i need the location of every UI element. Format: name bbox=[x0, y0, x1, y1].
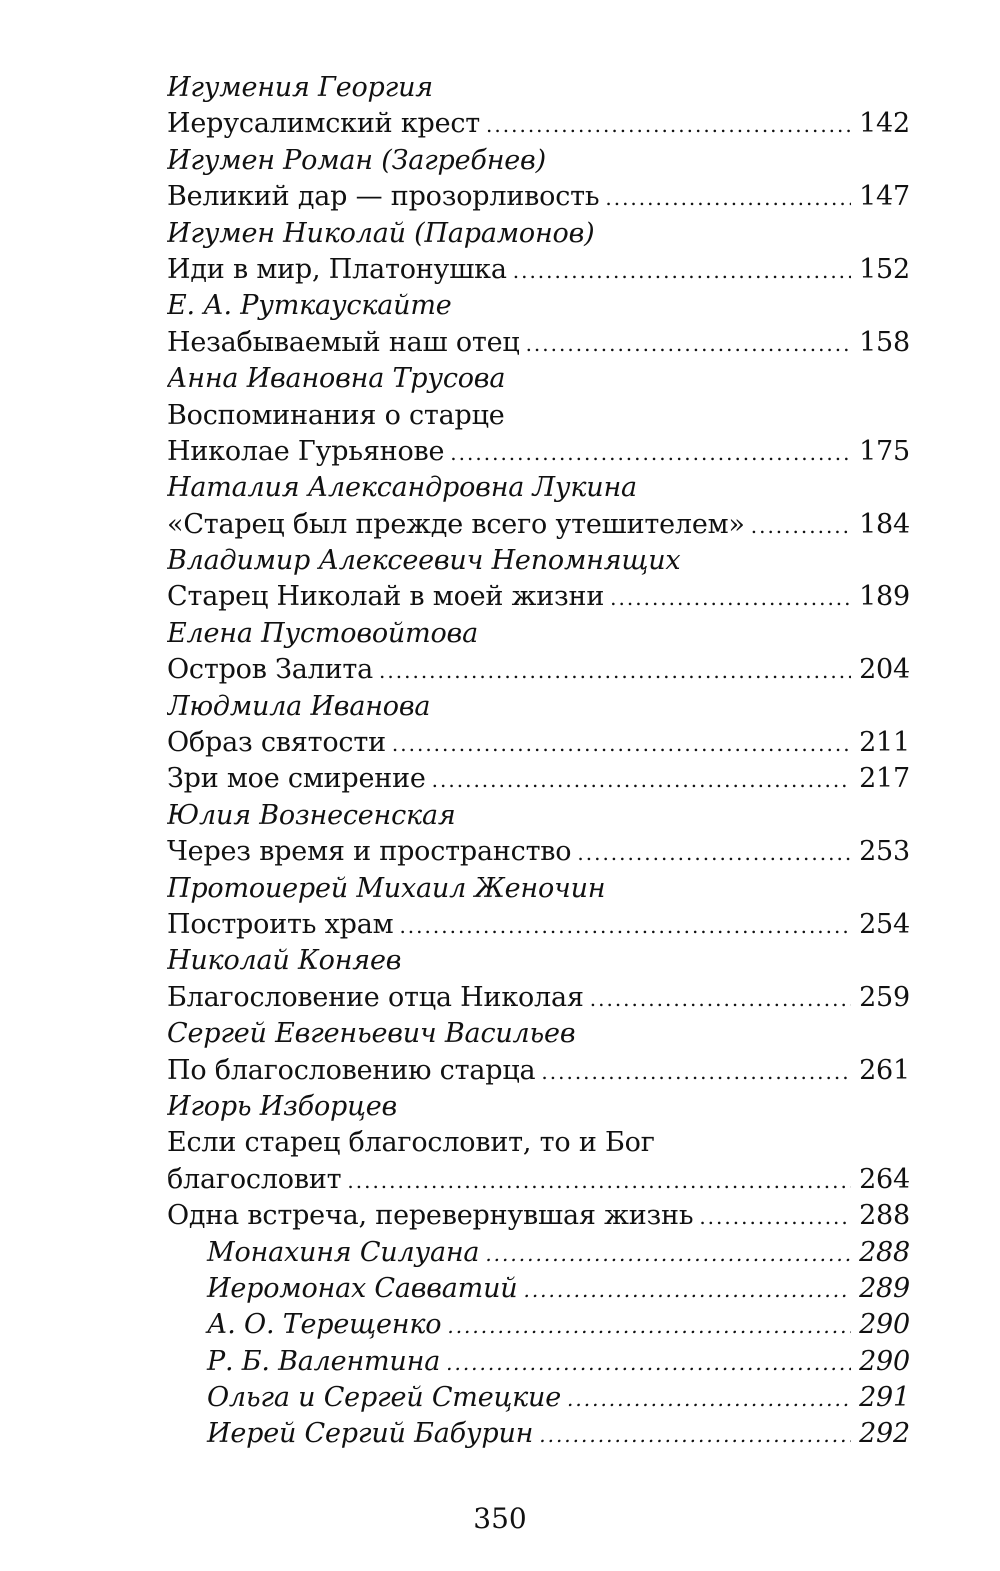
dot-leader bbox=[446, 1345, 851, 1380]
dot-leader bbox=[751, 508, 851, 543]
sub-entry-title: Монахиня Силуана bbox=[207, 1236, 480, 1268]
toc-entry bbox=[167, 325, 910, 361]
toc-entry bbox=[167, 761, 910, 797]
toc-entry bbox=[167, 907, 910, 943]
entry-title: Зри мое смирение bbox=[167, 763, 426, 795]
entry-title: Николае Гурьянове bbox=[167, 435, 445, 467]
toc-entry bbox=[167, 725, 910, 761]
sub-entry-page: 289 bbox=[859, 1272, 910, 1304]
dot-leader bbox=[399, 908, 851, 943]
entry-title: Благословение отца Николая bbox=[167, 981, 584, 1013]
entry-title: Незабываемый наш отец bbox=[167, 326, 520, 358]
dot-leader bbox=[539, 1417, 851, 1452]
dot-leader bbox=[610, 580, 851, 615]
dot-leader bbox=[567, 1381, 851, 1416]
toc-sub-entry bbox=[167, 1416, 910, 1452]
toc-entry bbox=[167, 252, 910, 288]
dot-leader bbox=[486, 107, 851, 142]
dot-leader bbox=[590, 981, 851, 1016]
toc-sub-entry bbox=[167, 1307, 910, 1343]
entry-page: 254 bbox=[859, 908, 910, 940]
sub-entry-title: Ольга и Сергей Стецкие bbox=[207, 1382, 562, 1414]
sub-entry-title: Иеромонах Савватий bbox=[207, 1272, 518, 1304]
entry-title: Старец Николай в моей жизни bbox=[167, 581, 605, 613]
entry-page: 253 bbox=[859, 836, 910, 868]
entry-page: 264 bbox=[859, 1163, 910, 1195]
dot-leader bbox=[541, 1054, 851, 1089]
author-name: Протоиерей Михаил Женочин bbox=[167, 872, 606, 904]
sub-entry-title: Иерей Сергий Бабурин bbox=[207, 1418, 534, 1450]
entry-title-line: Воспоминания о старце bbox=[167, 399, 505, 431]
toc-sub-entry bbox=[167, 1271, 910, 1307]
toc-sub-entry bbox=[167, 1380, 910, 1416]
sub-entry-title: Р. Б. Валентина bbox=[207, 1345, 441, 1377]
toc-entry bbox=[167, 1162, 910, 1198]
entry-title: Великий дар — прозорливость bbox=[167, 181, 600, 213]
entry-page: 217 bbox=[859, 763, 910, 795]
author-name: Игумен Роман (Загребнев) bbox=[167, 144, 546, 176]
sub-entry-page: 292 bbox=[859, 1418, 910, 1450]
entry-title: Через время и пространство bbox=[167, 836, 572, 868]
dot-leader bbox=[347, 1163, 851, 1198]
dot-leader bbox=[513, 253, 851, 288]
sub-entry-page: 291 bbox=[859, 1382, 910, 1414]
toc-entry bbox=[167, 106, 910, 142]
dot-leader bbox=[432, 762, 851, 797]
toc-sub-entry bbox=[167, 1235, 910, 1271]
toc-entry bbox=[167, 834, 910, 870]
author-name: Игумения Георгия bbox=[167, 72, 433, 103]
entry-page: 147 bbox=[859, 181, 910, 213]
sub-entry-title: А. О. Терещенко bbox=[207, 1309, 442, 1341]
entry-title: благословит bbox=[167, 1163, 342, 1195]
entry-title: Иерусалимский крест bbox=[167, 108, 481, 140]
entry-title: Иди в мир, Платонушка bbox=[167, 253, 507, 285]
author-name: Елена Пустовойтова bbox=[167, 617, 478, 649]
author-name: Николай Коняев bbox=[167, 945, 402, 977]
entry-page: 142 bbox=[859, 108, 910, 140]
author-name: Наталия Александровна Лукина bbox=[167, 472, 637, 504]
entry-page: 259 bbox=[859, 981, 910, 1013]
entry-page: 261 bbox=[859, 1054, 910, 1086]
page-number: 350 bbox=[473, 1502, 527, 1535]
entry-title: Одна встреча, перевернувшая жизнь bbox=[167, 1200, 694, 1232]
table-of-contents bbox=[167, 70, 910, 1453]
entry-page: 184 bbox=[859, 508, 910, 540]
entry-page: 189 bbox=[859, 581, 910, 613]
author-name: Игорь Изборцев bbox=[167, 1090, 398, 1122]
author-name: Людмила Иванова bbox=[167, 690, 431, 722]
author-name: Юлия Вознесенская bbox=[167, 799, 456, 831]
dot-leader bbox=[392, 726, 851, 761]
entry-title: Остров Залита bbox=[167, 654, 374, 686]
toc-entry bbox=[167, 179, 910, 215]
toc-entry bbox=[167, 579, 910, 615]
entry-page: 288 bbox=[859, 1200, 910, 1232]
dot-leader bbox=[526, 326, 852, 361]
entry-title: Образ святости bbox=[167, 727, 386, 759]
author-name: Анна Ивановна Трусова bbox=[167, 363, 506, 395]
dot-leader bbox=[447, 1308, 851, 1343]
dot-leader bbox=[523, 1272, 851, 1307]
entry-title-line: Если старец благословит, то и Бог bbox=[167, 1127, 655, 1159]
toc-entry bbox=[167, 1053, 910, 1089]
entry-title: «Старец был прежде всего утешителем» bbox=[167, 508, 745, 540]
entry-page: 175 bbox=[859, 435, 910, 467]
entry-page: 204 bbox=[859, 654, 910, 686]
entry-title: Построить храм bbox=[167, 908, 394, 940]
dot-leader bbox=[605, 180, 851, 215]
author-name: Е. А. Руткаускайте bbox=[167, 290, 452, 322]
dot-leader bbox=[379, 653, 851, 688]
entry-title: По благословению старца bbox=[167, 1054, 536, 1086]
author-name: Игумен Николай (Парамонов) bbox=[167, 217, 595, 249]
entry-page: 158 bbox=[859, 326, 910, 358]
dot-leader bbox=[577, 835, 851, 870]
toc-entry bbox=[167, 652, 910, 688]
toc-entry bbox=[167, 507, 910, 543]
toc-entry bbox=[167, 1198, 910, 1234]
entry-page: 211 bbox=[859, 727, 910, 759]
dot-leader bbox=[450, 435, 851, 470]
sub-entry-page: 290 bbox=[859, 1345, 910, 1377]
sub-entry-page: 288 bbox=[859, 1236, 910, 1268]
dot-leader bbox=[699, 1199, 851, 1234]
toc-sub-entry bbox=[167, 1344, 910, 1380]
author-name: Сергей Евгеньевич Васильев bbox=[167, 1018, 576, 1050]
author-name: Владимир Алексеевич Непомнящих bbox=[167, 545, 681, 577]
toc-entry bbox=[167, 434, 910, 470]
sub-entry-page: 290 bbox=[859, 1309, 910, 1341]
dot-leader bbox=[485, 1236, 851, 1271]
entry-page: 152 bbox=[859, 253, 910, 285]
toc-entry bbox=[167, 980, 910, 1016]
